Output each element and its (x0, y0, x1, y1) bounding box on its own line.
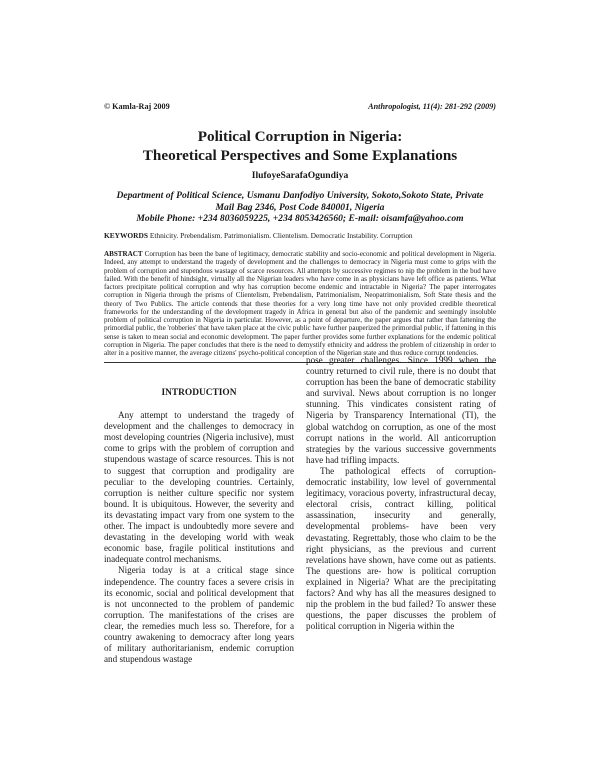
abstract-label: ABSTRACT (104, 250, 143, 258)
body-paragraph: pose greater challenges. Since 1999 when the country returned to civil rule, there is no doubt that corruption has been the bane of democratic stability and survival. News about corruption is no longer stunning. This vindicates consistent rating of Nigeria by Transparency International (TI), the global watchdog on corruption, as one of the most corrupt nations in the world. All anticorruption strategies by the various successive governments have had trifling impacts. (306, 355, 496, 465)
right-column (306, 355, 496, 632)
body-paragraph: Any attempt to understand the tragedy of development and the challenges to democracy in most developing countries (Nigeria inclusive), must come to grips with the problem of corruption and stupendous wastage of scarce resources. This is not to suggest that corruption and prodigality are peculiar to the developing countries. Certainly, corruption is neither culture specific nor system bound. It is ubiquitous. However, the severity and its devastating impact vary from one system to the other. The impact is undoubtedly more severe and devastating in the developing world with weak economic base, fragile political institutions and inadequate control mechanisms. (104, 410, 294, 565)
affiliation-line-3: Mobile Phone: +234 8036059225, +234 8053426560; E-mail: oisamfa@yahoo.com (136, 213, 464, 225)
journal-citation: Anthropologist, 11(4): 281-292 (2009) (368, 102, 496, 111)
title-line-1: Political Corruption in Nigeria: (197, 128, 403, 145)
paper-title (60, 127, 540, 165)
running-header (104, 102, 496, 114)
affiliation-line-1: Department of Political Science, Usmanu Danfodiyo University, Sokoto,Sokoto State, Private (116, 190, 484, 201)
title-line-2: Theoretical Perspectives and Some Explanations (142, 147, 458, 164)
section-heading-introduction: INTRODUCTION (161, 388, 237, 398)
keywords (104, 231, 496, 240)
affiliation-line-2: Mail Bag 2346, Post Code 840001, Nigeria (215, 201, 385, 213)
author-name: IlufoyeSarafaOgundiya (251, 170, 349, 181)
keywords-text: Ethnicity. Prebendalism. Patrimonialism. Clientelism. Democratic Instability. Corruption (149, 231, 413, 240)
left-column (104, 388, 294, 665)
body-paragraph: Nigeria today is at a critical stage since independence. The country faces a severe crisis in its economic, social and political development that is not unconnected to the problem of pandemic corruption. The manifestations of the crises are clear, the remedies much less so. Therefore, for a country awakening to democracy after long years of military authoritarianism, endemic corruption and stupendous wastage (104, 565, 294, 665)
copyright-notice: © Kamla-Raj 2009 (104, 102, 170, 111)
abstract (104, 250, 496, 357)
abstract-text: Corruption has been the bane of legitimacy, democratic stability and socio-economic and political development in Nigeria. Indeed, any attempt to understand the tragedy of development and the challenges to democracy in Nigeria must come to grips with the problem of corruption and stupendous wastage of scarce resources. All attempts by successive regimes to nip the problem in the bud have failed. With the benefit of hindsight, virtually all the Nigerian leaders who have come in as physicians have left office as patients. What factors precipitate political corruption and why has corruption become endemic and intractable in Nigeria? The paper interrogates corruption in Nigeria through the prisms of Clientelism, Prebendalism, Patrimonialism, Neopatrimonialism, Soft State thesis and the theory of Two Publics. The article contends that these theories for a very long time have not only provided credible theoretical frameworks for the understanding of the development tragedy in Africa in general but also of the pandemic and seemingly insoluble problem of political corruption in Nigeria in particular. However, as a point of departure, the paper argues that rather than fattening the primordial public, the 'robberies' that have taken place at the civic public have further pauperized the primordial public, if fattening in this sense is taken to mean social and economic development. The paper further provides some further explanations for the endemic political corruption in Nigeria. The paper concludes that there is the need to demystify ethnicity and address the problem of citizenship in order to alter in a positive manner, the average citizens' psycho-political conception of the Nigerian state and thus reduce corrupt tendencies. (104, 250, 496, 357)
body-paragraph: The pathological effects of corruption-democratic instability, low level of governmental legitimacy, voracious poverty, infrastructural decay, electoral crisis, contract killing, political assassination, insecurity and generally, developmental problems- have been very devastating. Regrettably, those who claim to be the right physicians, as the previous and current revelations have shown, have come out as patients. The questions are- how is political corruption explained in Nigeria? What are the precipitating factors? And why has all the measures designed to nip the problem in the bud failed? To answer these questions, the paper discusses the problem of political corruption in Nigeria within the (306, 465, 496, 632)
keywords-label: KEYWORDS (104, 231, 148, 240)
author-affiliation (80, 190, 520, 225)
